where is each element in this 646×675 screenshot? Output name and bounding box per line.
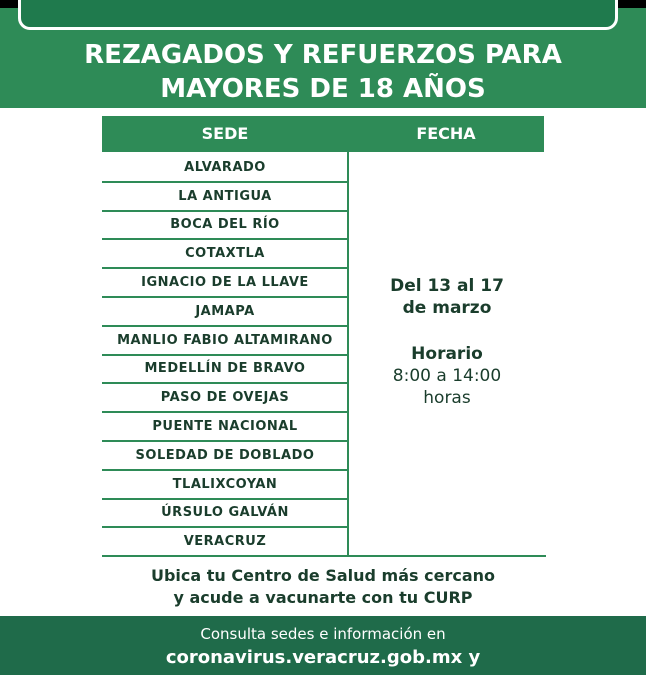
sede-row: IGNACIO DE LA LLAVE bbox=[102, 269, 348, 298]
fecha-date-line-2: de marzo bbox=[402, 298, 492, 318]
horario-unit: horas bbox=[423, 388, 471, 408]
horario-time: 8:00 a 14:00 bbox=[392, 366, 502, 386]
sede-row: BOCA DEL RÍO bbox=[102, 212, 348, 241]
footer-website-link[interactable]: coronavirus.veracruz.gob.mx y bbox=[165, 647, 481, 668]
instructions-line-1: Ubica tu Centro de Salud más cercano bbox=[150, 566, 496, 585]
sede-row: PUENTE NACIONAL bbox=[102, 413, 348, 442]
sede-row: VERACRUZ bbox=[102, 528, 348, 557]
sede-row: COTAXTLA bbox=[102, 240, 348, 269]
sede-row: ALVARADO bbox=[102, 154, 348, 183]
column-header-fecha: FECHA bbox=[416, 124, 476, 143]
table-bottom-line bbox=[348, 555, 546, 557]
column-header-sede: SEDE bbox=[201, 124, 249, 143]
sede-row: MANLIO FABIO ALTAMIRANO bbox=[102, 327, 348, 356]
page-title bbox=[0, 38, 646, 106]
fecha-date-line-1: Del 13 al 17 bbox=[390, 276, 504, 296]
instructions-line-2: y acude a vacunarte con tu CURP bbox=[173, 588, 473, 607]
sede-row: JAMAPA bbox=[102, 298, 348, 327]
title-line-2: MAYORES DE 18 AÑOS bbox=[160, 74, 486, 104]
sede-row: ÚRSULO GALVÁN bbox=[102, 500, 348, 529]
fecha-cell bbox=[349, 275, 545, 409]
footer-line-1: Consulta sedes e información en bbox=[200, 625, 446, 643]
header-pill-decoration bbox=[18, 0, 618, 30]
sede-row: SOLEDAD DE DOBLADO bbox=[102, 442, 348, 471]
footer-banner bbox=[0, 616, 646, 675]
sede-row: LA ANTIGUA bbox=[102, 183, 348, 212]
sede-row: PASO DE OVEJAS bbox=[102, 384, 348, 413]
sede-row: TLALIXCOYAN bbox=[102, 471, 348, 500]
sede-row: MEDELLÍN DE BRAVO bbox=[102, 356, 348, 385]
table-header bbox=[102, 116, 544, 152]
sede-list bbox=[102, 154, 348, 557]
title-line-1: REZAGADOS Y REFUERZOS PARA bbox=[84, 40, 562, 70]
horario-label: Horario bbox=[411, 344, 483, 364]
instructions-text bbox=[0, 565, 646, 609]
header-banner bbox=[0, 8, 646, 108]
